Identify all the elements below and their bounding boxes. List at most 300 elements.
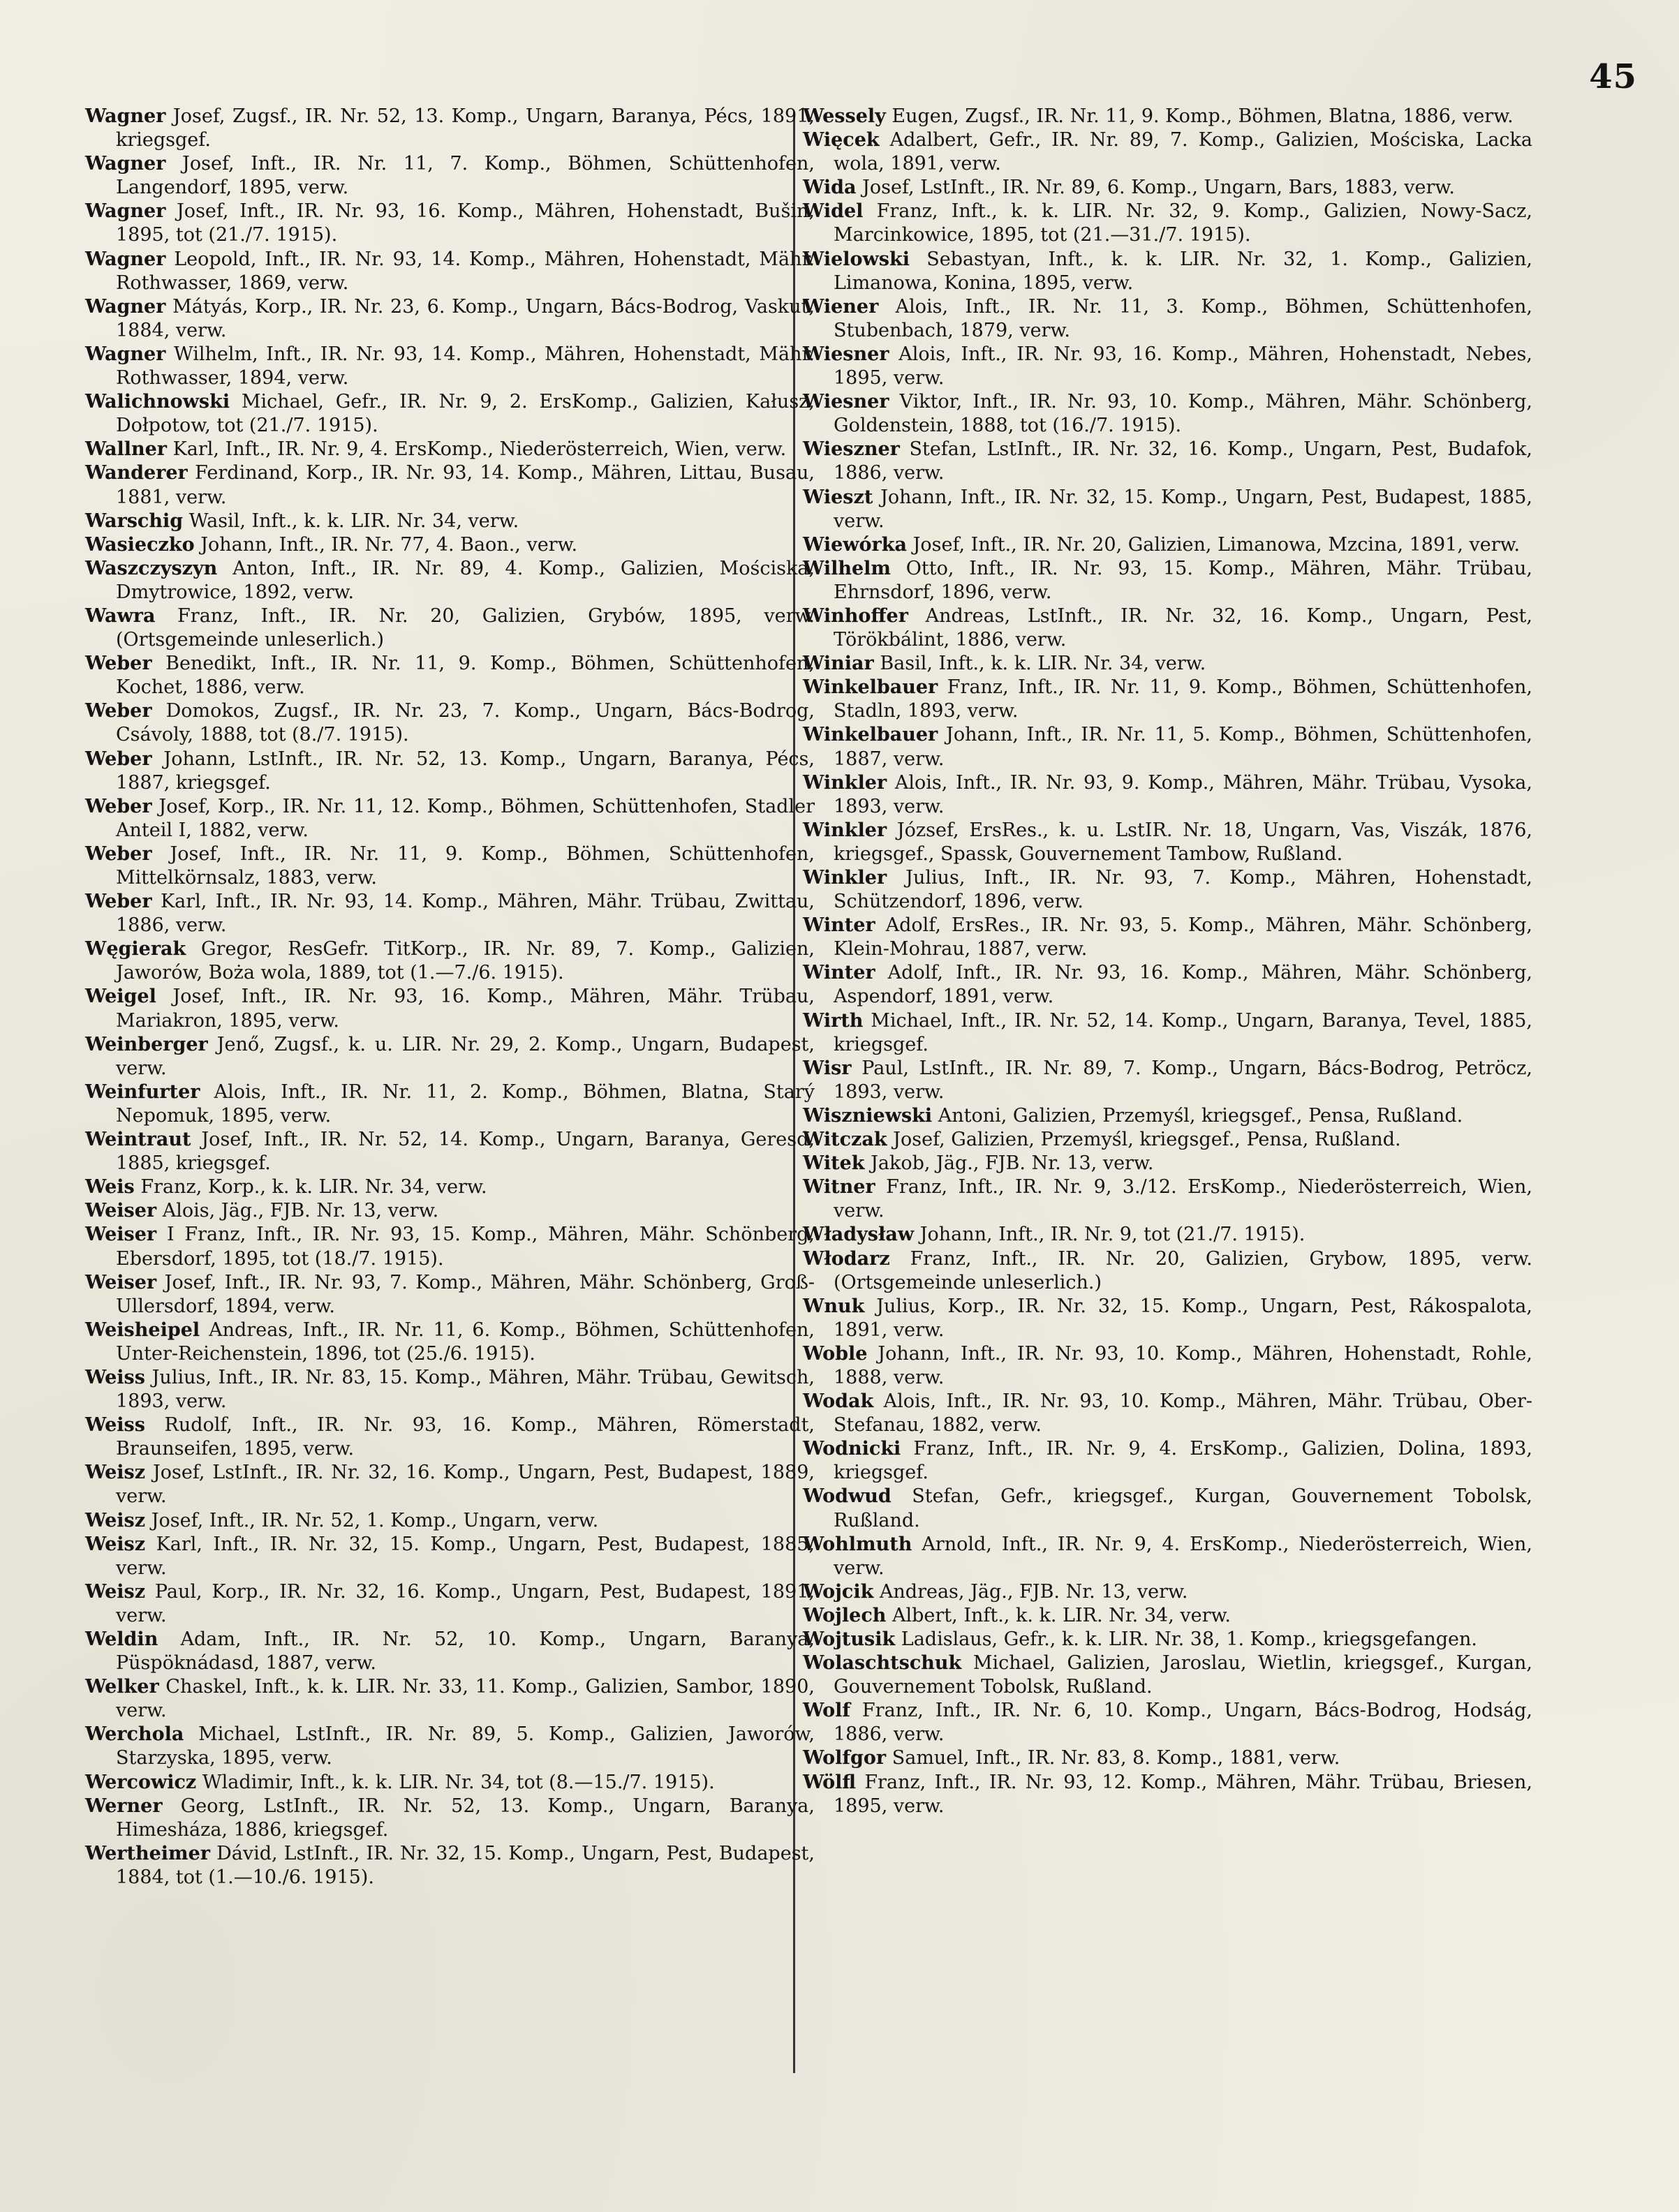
entry-details: Alois, Inft., IR. Nr. 93, 9. Komp., Mähren, Mähr. Trübau, Vysoka, 1893, verw. [834, 771, 1532, 817]
entry-first-line [85, 1462, 145, 1483]
register-entry [803, 1746, 1532, 1770]
entry-first-line [803, 438, 900, 460]
entry-first-line [85, 1224, 156, 1245]
entry-details: Julius, Inft., IR. Nr. 83, 15. Komp., Mähren, Mähr. Trübau, Gewitsch, 1893, verw. [116, 1366, 815, 1413]
register-entry [85, 438, 815, 461]
entry-first-line [85, 1176, 135, 1198]
register-entry [85, 1271, 815, 1319]
register-entry [85, 1509, 815, 1533]
register-entry [85, 248, 815, 295]
entry-surname: Wiewórka [803, 533, 907, 556]
left-column [85, 105, 815, 1890]
entry-surname: Wieszt [803, 486, 873, 508]
entry-details: Josef, Galizien, Przemyśl, kriegsgef., Pensa, Rußland. [893, 1129, 1401, 1151]
entry-surname: Wnuk [803, 1295, 865, 1317]
entry-surname: Werner [85, 1795, 163, 1817]
register-entry [85, 985, 815, 1032]
register-entry [803, 1152, 1532, 1175]
entry-details: Alois, Inft., IR. Nr. 11, 2. Komp., Böhmen, Blatna, Starý Nepomuk, 1895, verw. [116, 1081, 815, 1127]
entry-surname: Wojlech [803, 1604, 887, 1626]
entry-first-line [803, 962, 875, 983]
entry-first-line [803, 1605, 886, 1626]
entry-details: Franz, Inft., IR. Nr. 11, 9. Komp., Böhmen, Schüttenhofen, Stadln, 1893, verw. [834, 676, 1532, 722]
entry-first-line [803, 1628, 895, 1650]
entry-first-line [803, 391, 889, 413]
entry-first-line [85, 1200, 156, 1222]
entry-details: Franz, Inft., IR. Nr. 93, 12. Komp., Mähren, Mähr. Trübau, Briesen, 1895, verw. [834, 1771, 1532, 1817]
entry-details: Josef, Inft., IR. Nr. 20, Galizien, Limanowa, Mzcina, 1891, verw. [912, 533, 1521, 556]
entry-first-line [803, 676, 938, 698]
register-entry [85, 1533, 815, 1580]
entry-surname: Weisz [85, 1462, 146, 1484]
entry-surname: Wolfgor [803, 1747, 887, 1769]
entry-details: Anton, Inft., IR. Nr. 89, 4. Komp., Galizien, Mościska, Dmytrowice, 1892, verw. [116, 557, 815, 603]
entry-details: Michael, Gefr., IR. Nr. 9, 2. ErsKomp., Galizien, Kałusz, Dołpotow, tot (21./7. 1915). [116, 391, 815, 437]
entry-details: Leopold, Inft., IR. Nr. 93, 14. Komp., Mähren, Hohenstadt, Mähr. Rothwasser, 1869, verw. [116, 248, 815, 294]
entry-details: Wilhelm, Inft., IR. Nr. 93, 14. Komp., Mähren, Hohenstadt, Mähr. Rothwasser, 1894, verw. [116, 343, 815, 389]
register-entry [85, 1795, 815, 1842]
entry-details: Johann, Inft., IR. Nr. 11, 5. Komp., Böhmen, Schüttenhofen, 1887, verw. [834, 724, 1532, 770]
register-entry [85, 461, 815, 509]
entry-first-line [85, 1034, 208, 1055]
entry-details: Josef, Inft., IR. Nr. 11, 7. Komp., Böhmen, Schüttenhofen, Langendorf, 1895, verw. [116, 153, 815, 199]
register-entry [803, 1651, 1532, 1699]
register-entry [85, 1223, 815, 1270]
entry-first-line [803, 914, 875, 936]
entry-first-line [85, 296, 165, 318]
entry-surname: Wölfl [803, 1771, 857, 1793]
entry-surname: Wiesner [803, 343, 889, 365]
entry-details: Samuel, Inft., IR. Nr. 83, 8. Komp., 1881, verw. [892, 1747, 1340, 1769]
register-entry [85, 152, 815, 200]
entry-first-line [85, 653, 152, 674]
entry-surname: Witczak [803, 1129, 887, 1151]
entry-details: Arnold, Inft., IR. Nr. 9, 4. ErsKomp., Niederösterreich, Wien, verw. [834, 1533, 1532, 1579]
entry-surname: Weisz [85, 1509, 146, 1531]
register-entry [803, 1104, 1532, 1128]
register-entry [803, 866, 1532, 914]
entry-first-line [85, 938, 186, 960]
entry-surname: Wodwud [803, 1485, 892, 1508]
entry-details: Domokos, Zugsf., IR. Nr. 23, 7. Komp., Ungarn, Bács-Bodrog, Csávoly, 1888, tot (8./7. 1915). [116, 700, 815, 746]
entry-details: Josef, Inft., IR. Nr. 93, 16. Komp., Mähren, Hohenstadt, Bušin, 1895, tot (21./7. 1915). [116, 200, 815, 246]
entry-first-line [803, 1248, 890, 1270]
entry-surname: Weinberger [85, 1033, 208, 1055]
entry-surname: Weiss [85, 1366, 145, 1388]
entry-first-line [85, 1272, 156, 1293]
entry-details: Michael, Galizien, Jaroslau, Wietlin, kriegsgef., Kurgan, Gouvernement Tobolsk, Rußland. [834, 1652, 1532, 1698]
register-entry [803, 486, 1532, 533]
entry-first-line [85, 1534, 145, 1555]
entry-first-line [803, 296, 878, 318]
entry-first-line [803, 1105, 932, 1127]
entry-details: Wladimir, Inft., k. k. LIR. Nr. 34, tot (8.—15./7. 1915). [202, 1771, 715, 1793]
entry-details: Viktor, Inft., IR. Nr. 93, 10. Komp., Mähren, Mähr. Schönberg, Goldenstein, 1888, tot (16./7. 1915). [834, 391, 1532, 437]
entry-surname: Weintraut [85, 1129, 191, 1151]
register-entry [85, 1771, 815, 1795]
entry-surname: Weiser [85, 1224, 157, 1246]
entry-surname: Winkelbauer [803, 676, 938, 699]
register-entry [803, 914, 1532, 961]
entry-details: Chaskel, Inft., k. k. LIR. Nr. 33, 11. Komp., Galizien, Sambor, 1890, verw. [116, 1676, 815, 1722]
register-entry [803, 1604, 1532, 1628]
entry-first-line [803, 343, 889, 365]
register-entry [803, 1223, 1532, 1247]
entry-surname: Wagner [85, 295, 166, 318]
register-entry [803, 604, 1532, 652]
register-entry [85, 699, 815, 747]
entry-surname: Waszczyszyn [85, 557, 218, 579]
entry-surname: Wodak [803, 1390, 874, 1413]
entry-surname: Winkler [803, 819, 887, 841]
register-entry [85, 1033, 815, 1081]
entry-surname: Winkler [803, 867, 887, 889]
register-entry [85, 105, 815, 152]
register-entry [85, 748, 815, 795]
entry-details: Andreas, Inft., IR. Nr. 11, 6. Komp., Böhmen, Schüttenhofen, Unter-Reichenstein, 1896, tot (25./6. 1915). [116, 1319, 815, 1365]
entry-surname: Wielowski [803, 248, 910, 270]
entry-first-line [803, 1390, 873, 1412]
register-entry [85, 390, 815, 438]
entry-surname: Weisz [85, 1580, 146, 1603]
register-entry [803, 1342, 1532, 1390]
entry-first-line [803, 1224, 914, 1245]
register-entry [803, 438, 1532, 485]
entry-surname: Winhoffer [803, 604, 908, 627]
entry-first-line [803, 1176, 875, 1198]
entry-surname: Weis [85, 1176, 135, 1198]
register-entry [803, 1580, 1532, 1604]
register-entry [85, 1723, 815, 1770]
entry-details: Paul, Korp., IR. Nr. 32, 16. Komp., Ungarn, Pest, Budapest, 1891, verw. [116, 1580, 815, 1626]
entry-first-line [803, 1129, 887, 1150]
entry-surname: Wisr [803, 1057, 852, 1079]
entry-surname: Wilhelm [803, 557, 891, 579]
entry-details: Karl, Inft., IR. Nr. 93, 14. Komp., Mähren, Mähr. Trübau, Zwittau, 1886, verw. [116, 891, 815, 937]
entry-surname: Weber [85, 700, 152, 722]
register-entry [85, 1366, 815, 1413]
entry-details: Adalbert, Gefr., IR. Nr. 89, 7. Komp., Galizien, Mościska, Lacka wola, 1891, verw. [834, 129, 1532, 175]
entry-surname: Winkelbauer [803, 724, 938, 746]
entry-first-line [85, 843, 152, 865]
entry-details: Josef, Korp., IR. Nr. 11, 12. Komp., Böhmen, Schüttenhofen, Stadler Anteil I, 1882, verw. [116, 795, 815, 841]
entry-first-line [803, 724, 938, 745]
entry-surname: Wagner [85, 248, 166, 270]
entry-surname: Wagner [85, 200, 166, 223]
entry-details: Josef, Zugsf., IR. Nr. 52, 13. Komp., Ungarn, Baranya, Pécs, 1891, kriegsgef. [116, 105, 815, 151]
entry-details: Karl, Inft., IR. Nr. 32, 15. Komp., Ungarn, Pest, Budapest, 1885, verw. [116, 1533, 815, 1579]
register-entry [803, 128, 1532, 176]
register-entry [803, 1437, 1532, 1485]
register-entry [85, 533, 815, 557]
entry-details: Adolf, Inft., IR. Nr. 93, 16. Komp., Mähren, Mähr. Schönberg, Aspendorf, 1891, verw. [834, 962, 1533, 1008]
entry-first-line [85, 986, 156, 1007]
entry-details: Adam, Inft., IR. Nr. 52, 10. Komp., Ungarn, Baranya, Püspöknádasd, 1887, verw. [116, 1628, 815, 1675]
entry-details: Johann, Inft., IR. Nr. 32, 15. Komp., Ungarn, Pest, Budapest, 1885, verw. [834, 486, 1532, 532]
register-entry [803, 1771, 1532, 1818]
entry-first-line [85, 1723, 184, 1745]
entry-details: Franz, Inft., IR. Nr. 9, 3./12. ErsKomp., Niederösterreich, Wien, verw. [834, 1176, 1532, 1222]
entry-details: Rudolf, Inft., IR. Nr. 93, 16. Komp., Mähren, Römerstadt, Braunseifen, 1895, verw. [116, 1414, 815, 1460]
entry-surname: Włodarz [803, 1247, 890, 1270]
register-entry [85, 1199, 815, 1223]
entry-first-line [85, 1795, 163, 1817]
page-number: 45 [1589, 57, 1637, 96]
register-entry [803, 961, 1532, 1009]
entry-surname: Weber [85, 795, 152, 817]
entry-surname: Wohlmuth [803, 1533, 912, 1555]
entry-surname: Wolaschtschuk [803, 1652, 962, 1675]
entry-details: Franz, Inft., IR. Nr. 6, 10. Komp., Ungarn, Bács-Bodrog, Hodság, 1886, verw. [834, 1700, 1532, 1746]
register-entry [803, 723, 1532, 771]
register-entry [803, 1485, 1532, 1532]
register-entry [803, 676, 1532, 723]
entry-first-line [85, 438, 167, 460]
entry-details: Antoni, Galizien, Przemyśl, kriegsgef., Pensa, Rußland. [938, 1104, 1463, 1127]
entry-details: Josef, Inft., IR. Nr. 93, 16. Komp., Mähren, Mähr. Trübau, Mariakron, 1895, verw. [116, 986, 815, 1032]
entry-details: Stefan, LstInft., IR. Nr. 32, 16. Komp., Ungarn, Pest, Budafok, 1886, verw. [834, 438, 1532, 484]
entry-details: Georg, LstInft., IR. Nr. 52, 13. Komp., Ungarn, Baranya, Himesháza, 1886, kriegsgef. [116, 1795, 815, 1841]
entry-surname: Wolf [803, 1700, 851, 1722]
entry-surname: Welker [85, 1676, 159, 1698]
entry-surname: Weber [85, 891, 152, 913]
entry-details: Adolf, ErsRes., IR. Nr. 93, 5. Komp., Mähren, Mähr. Schönberg, Klein-Mohrau, 1887, verw. [834, 914, 1532, 960]
register-entry [803, 819, 1532, 866]
entry-surname: Weber [85, 748, 152, 770]
entry-details: Andreas, Jäg., FJB. Nr. 13, verw. [879, 1580, 1188, 1603]
entry-details: Ladislaus, Gefr., k. k. LIR. Nr. 38, 1. Komp., kriegsgefangen. [901, 1628, 1478, 1650]
entry-surname: Weisheipel [85, 1319, 200, 1341]
entry-surname: Weisz [85, 1533, 146, 1555]
entry-surname: Wawra [85, 604, 156, 627]
entry-first-line [85, 200, 165, 222]
entry-details: Albert, Inft., k. k. LIR. Nr. 34, verw. [892, 1604, 1231, 1626]
entry-first-line [803, 1534, 912, 1555]
register-entry [85, 1081, 815, 1128]
register-entry [85, 1128, 815, 1175]
register-entry [803, 1009, 1532, 1057]
entry-details: Josef, Inft., IR. Nr. 93, 7. Komp., Mähren, Mähr. Schönberg, Groß-Ullersdorf, 1894, verw. [116, 1271, 815, 1317]
entry-first-line [803, 819, 887, 841]
entry-details: Jenő, Zugsf., k. u. LIR. Nr. 29, 2. Komp., Ungarn, Budapest, verw. [116, 1033, 815, 1079]
entry-first-line [803, 867, 887, 889]
entry-first-line [803, 1700, 850, 1721]
entry-first-line [803, 534, 907, 556]
entry-surname: Winkler [803, 771, 887, 794]
entry-first-line [85, 1510, 145, 1531]
entry-first-line [803, 105, 886, 127]
entry-details: Andreas, LstInft., IR. Nr. 32, 16. Komp., Ungarn, Pest, Törökbálint, 1886, verw. [834, 604, 1532, 651]
entry-details: Josef, Inft., IR. Nr. 52, 14. Komp., Ungarn, Baranya, Geresd, 1885, kriegsgef. [116, 1129, 815, 1175]
entry-details: I Franz, Inft., IR. Nr. 93, 15. Komp., Mähren, Mähr. Schönberg, Ebersdorf, 1895, tot (18./7. 1915). [116, 1224, 815, 1270]
entry-first-line [85, 1129, 191, 1150]
entry-first-line [803, 1772, 856, 1793]
entry-first-line [85, 462, 188, 484]
entry-first-line [803, 487, 873, 508]
entry-surname: Wojtusik [803, 1628, 896, 1650]
register-entry [803, 1128, 1532, 1152]
entry-details: Paul, LstInft., IR. Nr. 89, 7. Komp., Ungarn, Bács-Bodrog, Petröcz, 1893, verw. [834, 1057, 1532, 1103]
entry-surname: Weiser [85, 1271, 157, 1293]
entry-details: Josef, LstInft., IR. Nr. 89, 6. Komp., Ungarn, Bars, 1883, verw. [862, 177, 1455, 199]
entry-surname: Władysław [803, 1224, 915, 1246]
entry-details: Franz, Korp., k. k. LIR. Nr. 34, verw. [140, 1176, 487, 1198]
register-entry [803, 1390, 1532, 1437]
entry-details: Basil, Inft., k. k. LIR. Nr. 34, verw. [880, 653, 1206, 675]
entry-details: Alois, Inft., IR. Nr. 11, 3. Komp., Böhmen, Schüttenhofen, Stubenbach, 1879, verw. [834, 295, 1532, 341]
register-entry [803, 1175, 1532, 1223]
entry-details: Johann, Inft., IR. Nr. 9, tot (21./7. 1915). [919, 1224, 1306, 1246]
entry-details: Sebastyan, Inft., k. k. LIR. Nr. 32, 1. Komp., Galizien, Limanowa, Konina, 1895, verw. [834, 248, 1532, 294]
register-entry [85, 937, 815, 985]
entry-first-line [803, 177, 856, 198]
entry-first-line [803, 1343, 867, 1365]
entry-first-line [803, 1747, 886, 1769]
entry-first-line [85, 153, 165, 175]
entry-first-line [803, 1296, 864, 1317]
register-entry [85, 1628, 815, 1675]
entry-first-line [803, 1152, 864, 1174]
entry-surname: Wieszner [803, 438, 900, 461]
entry-first-line [85, 1319, 200, 1341]
entry-details: Franz, Inft., IR. Nr. 20, Galizien, Grybow, 1895, verw. (Ortsgemeinde unleserlich.) [834, 1247, 1532, 1293]
entry-first-line [803, 200, 863, 222]
register-entry [803, 1628, 1532, 1651]
entry-details: Benedikt, Inft., IR. Nr. 11, 9. Komp., Böhmen, Schüttenhofen, Kochet, 1886, verw. [116, 653, 815, 699]
entry-surname: Wiesner [803, 391, 889, 413]
entry-details: Josef, Inft., IR. Nr. 11, 9. Komp., Böhmen, Schüttenhofen, Mittelkörnsalz, 1883, verw. [116, 843, 815, 889]
entry-surname: Wiener [803, 295, 879, 318]
entry-surname: Weiser [85, 1200, 157, 1222]
register-entry [803, 390, 1532, 438]
register-entry [803, 1699, 1532, 1746]
entry-details: Michael, Inft., IR. Nr. 52, 14. Komp., Ungarn, Baranya, Tevel, 1885, kriegsgef. [834, 1009, 1532, 1055]
register-entry [803, 557, 1532, 604]
entry-first-line [85, 248, 165, 270]
entry-details: Otto, Inft., IR. Nr. 93, 15. Komp., Mähren, Mähr. Trübau, Ehrnsdorf, 1896, verw. [834, 557, 1532, 603]
entry-first-line [85, 510, 183, 532]
entry-first-line [85, 391, 230, 413]
entry-details: Julius, Korp., IR. Nr. 32, 15. Komp., Ungarn, Pest, Rákospalota, 1891, verw. [834, 1295, 1532, 1341]
entry-details: Dávid, LstInft., IR. Nr. 32, 15. Komp., Ungarn, Pest, Budapest, 1884, tot (1.—10./6. 1915). [116, 1842, 815, 1888]
entry-details: Julius, Inft., IR. Nr. 93, 7. Komp., Mähren, Hohenstadt, Schützendorf, 1896, verw. [834, 867, 1532, 913]
entry-surname: Wallner [85, 438, 168, 461]
entry-first-line [85, 1628, 158, 1650]
register-entry [803, 652, 1532, 676]
register-entry [803, 1247, 1532, 1295]
entry-surname: Wagner [85, 153, 166, 175]
entry-details: Mátyás, Korp., IR. Nr. 23, 6. Komp., Ungarn, Bács-Bodrog, Vaskut, 1884, verw. [116, 295, 815, 341]
register-entry [85, 652, 815, 699]
entry-details: Alois, Jäg., FJB. Nr. 13, verw. [162, 1200, 439, 1222]
register-entry [803, 200, 1532, 247]
entry-first-line [803, 1438, 901, 1460]
entry-first-line [85, 1367, 145, 1388]
entry-first-line [803, 653, 874, 674]
entry-surname: Witner [803, 1176, 875, 1198]
entry-surname: Wagner [85, 105, 166, 127]
entry-first-line [803, 1057, 852, 1079]
entry-surname: Weinfurter [85, 1081, 200, 1103]
register-entry [803, 1533, 1532, 1580]
right-column [803, 105, 1532, 1818]
register-entry [85, 510, 815, 533]
entry-surname: Wasieczko [85, 533, 195, 556]
entry-first-line [85, 796, 152, 817]
entry-details: Johann, LstInft., IR. Nr. 52, 13. Komp., Ungarn, Baranya, Pécs, 1887, kriegsgef. [116, 748, 815, 794]
entry-details: Johann, Inft., IR. Nr. 93, 10. Komp., Mähren, Hohenstadt, Rohle, 1888, verw. [834, 1342, 1532, 1388]
entry-first-line [803, 772, 887, 794]
register-entry [85, 1580, 815, 1628]
entry-surname: Wirth [803, 1009, 864, 1032]
register-entry [803, 295, 1532, 343]
entry-surname: Wiszniewski [803, 1104, 933, 1127]
register-entry [85, 795, 815, 843]
entry-surname: Weldin [85, 1628, 158, 1650]
register-entry [803, 105, 1532, 128]
register-entry [85, 1842, 815, 1890]
entry-details: Stefan, Gefr., kriegsgef., Kurgan, Gouvernement Tobolsk, Rußland. [834, 1485, 1532, 1531]
entry-surname: Widel [803, 200, 864, 223]
entry-surname: Winiar [803, 653, 874, 675]
entry-details: Josef, Inft., IR. Nr. 52, 1. Komp., Ungarn, verw. [151, 1509, 599, 1531]
register-entry [803, 771, 1532, 819]
entry-first-line [803, 1652, 961, 1674]
entry-surname: Witek [803, 1152, 865, 1175]
entry-surname: Wanderer [85, 462, 188, 484]
entry-first-line [803, 558, 891, 579]
entry-details: Ferdinand, Korp., IR. Nr. 93, 14. Komp., Mähren, Littau, Busau, 1881, verw. [116, 462, 815, 508]
register-entry [85, 343, 815, 390]
entry-details: Eugen, Zugsf., IR. Nr. 11, 9. Komp., Böhmen, Blatna, 1886, verw. [892, 105, 1514, 127]
entry-details: Alois, Inft., IR. Nr. 93, 10. Komp., Mähren, Mähr. Trübau, Ober-Stefanau, 1882, verw. [834, 1390, 1532, 1437]
entry-first-line [803, 129, 880, 151]
entry-surname: Wercowicz [85, 1771, 197, 1793]
entry-first-line [85, 1676, 159, 1698]
register-entry [85, 557, 815, 604]
entry-surname: Winter [803, 962, 875, 984]
entry-first-line [85, 605, 155, 627]
entry-first-line [85, 1843, 210, 1864]
register-entry [85, 1413, 815, 1461]
entry-surname: Wida [803, 177, 857, 199]
entry-first-line [85, 700, 152, 722]
entry-first-line [803, 248, 910, 270]
register-entry [803, 176, 1532, 200]
entry-surname: Werchola [85, 1723, 184, 1746]
register-entry [85, 890, 815, 937]
entry-first-line [803, 1485, 892, 1507]
entry-surname: Wodnicki [803, 1438, 901, 1460]
register-entry [85, 843, 815, 890]
entry-first-line [803, 1581, 873, 1603]
entry-first-line [803, 605, 908, 627]
register-entry [85, 1675, 815, 1723]
entry-first-line [85, 748, 152, 770]
entry-first-line [803, 1010, 863, 1032]
entry-first-line [85, 343, 165, 365]
register-entry [85, 200, 815, 247]
entry-surname: Weber [85, 843, 152, 865]
entry-details: Franz, Inft., k. k. LIR. Nr. 32, 9. Komp., Galizien, Nowy-Sacz, Marcinkowice, 1895, tot (21.—31./7. 1915). [834, 200, 1532, 246]
entry-first-line [85, 534, 195, 556]
entry-details: Alois, Inft., IR. Nr. 93, 16. Komp., Mähren, Hohenstadt, Nebes, 1895, verw. [834, 343, 1532, 389]
register-entry [85, 604, 815, 652]
entry-details: Franz, Inft., IR. Nr. 9, 4. ErsKomp., Galizien, Dolina, 1893, kriegsgef. [834, 1438, 1532, 1484]
entry-surname: Weigel [85, 986, 156, 1008]
entry-details: Johann, Inft., IR. Nr. 77, 4. Baon., verw. [200, 533, 578, 556]
entry-first-line [85, 1081, 200, 1103]
